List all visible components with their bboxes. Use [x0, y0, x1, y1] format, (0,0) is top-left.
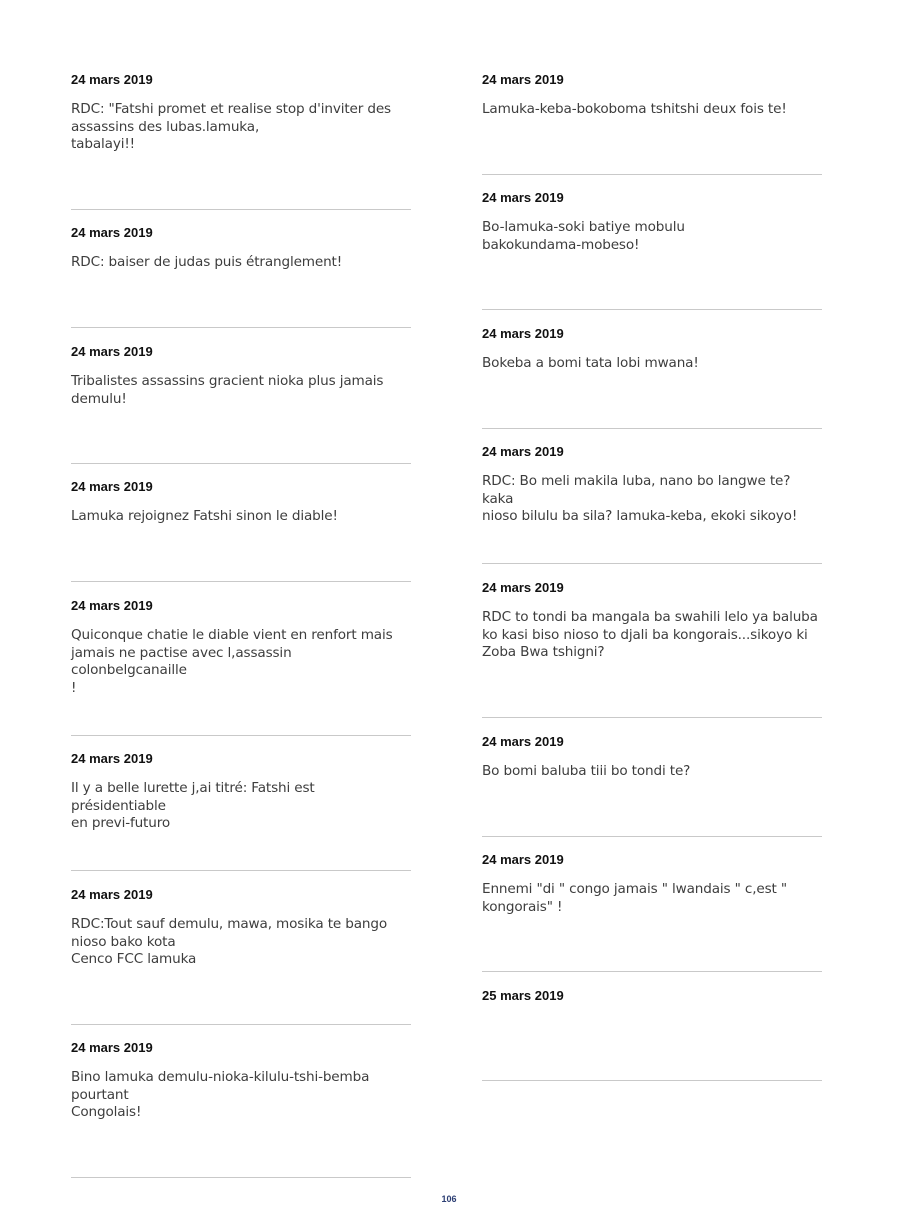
post-date: 24 mars 2019	[71, 1040, 153, 1055]
post-text: RDC: baiser de judas puis étranglement!	[71, 254, 343, 270]
post-date: 24 mars 2019	[482, 444, 564, 459]
post-divider	[482, 717, 822, 718]
post-text: RDC to tondi ba mangala ba swahili lelo ya baluba ko kasi biso nioso to djali ba kongorais...sikoyo ki Zoba Bwa tshigni?	[482, 609, 818, 660]
post-text: Bokeba a bomi tata lobi mwana!	[482, 355, 699, 371]
post-date: 24 mars 2019	[482, 734, 564, 749]
post-divider	[482, 309, 822, 310]
post-date: 24 mars 2019	[71, 344, 153, 359]
post-text: Ennemi "di " congo jamais " lwandais " c,est " kongorais" !	[482, 881, 787, 915]
post-divider	[71, 870, 411, 871]
post-text: Bo bomi baluba tiii bo tondi te?	[482, 763, 691, 779]
post-date: 24 mars 2019	[71, 72, 153, 87]
post-divider	[71, 209, 411, 210]
post-divider	[482, 1080, 822, 1081]
post-text: RDC: "Fatshi promet et realise stop d'inviter des assassins des lubas.lamuka, tabalayi!!	[71, 101, 391, 152]
post-text: Tribalistes assassins gracient nioka plus jamais demulu!	[71, 373, 384, 407]
post-text: RDC: Bo meli makila luba, nano bo langwe te? kaka nioso bilulu ba sila? lamuka-keba, ekoki sikoyo!	[482, 473, 798, 524]
post-divider	[71, 463, 411, 464]
post-date: 24 mars 2019	[71, 225, 153, 240]
post-divider	[71, 581, 411, 582]
post-divider	[71, 735, 411, 736]
post-divider	[71, 1177, 411, 1178]
post-date: 24 mars 2019	[482, 190, 564, 205]
post-date: 24 mars 2019	[71, 598, 153, 613]
post-divider	[482, 836, 822, 837]
post-date: 24 mars 2019	[482, 852, 564, 867]
post-divider	[482, 971, 822, 972]
post-divider	[482, 428, 822, 429]
post-text: RDC:Tout sauf demulu, mawa, mosika te bango nioso bako kota Cenco FCC lamuka	[71, 916, 388, 967]
post-date: 25 mars 2019	[482, 988, 564, 1003]
page-number: 106	[441, 1194, 457, 1204]
post-date: 24 mars 2019	[482, 580, 564, 595]
post-date: 24 mars 2019	[482, 326, 564, 341]
post-text: Lamuka rejoignez Fatshi sinon le diable!	[71, 508, 338, 524]
post-text: Lamuka-keba-bokoboma tshitshi deux fois te!	[482, 101, 787, 117]
post-divider	[71, 327, 411, 328]
post-text: Quiconque chatie le diable vient en renfort mais jamais ne pactise avec l,assassin colonbelgcanaille !	[71, 627, 393, 696]
post-date: 24 mars 2019	[71, 887, 153, 902]
post-divider	[71, 1024, 411, 1025]
post-date: 24 mars 2019	[71, 479, 153, 494]
post-text: Il y a belle lurette j,ai titré: Fatshi est présidentiable en previ-futuro	[71, 780, 315, 831]
post-divider	[482, 563, 822, 564]
post-date: 24 mars 2019	[482, 72, 564, 87]
post-date: 24 mars 2019	[71, 751, 153, 766]
post-text: Bo-lamuka-soki batiye mobulu bakokundama-mobeso!	[482, 219, 685, 253]
post-divider	[482, 174, 822, 175]
post-text: Bino lamuka demulu-nioka-kilulu-tshi-bemba pourtant Congolais!	[71, 1069, 370, 1120]
